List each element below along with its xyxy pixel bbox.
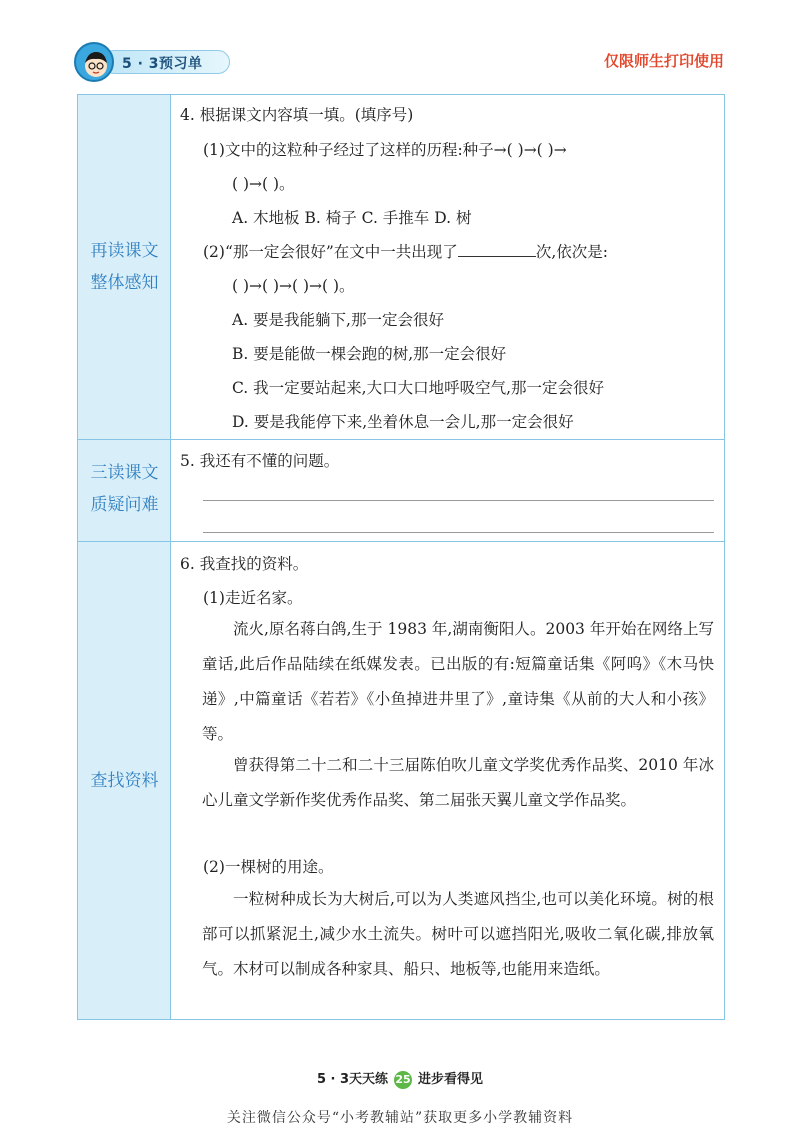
page-number: 25 — [394, 1071, 412, 1089]
q4-option-b: B. 要是能做一棵会跑的树,那一定会很好 — [232, 345, 507, 363]
q6-sub-1: (1)走近名家。 — [203, 589, 303, 607]
q4-option-a: A. 要是我能躺下,那一定会很好 — [232, 311, 444, 329]
footer-left: 5 · 3天天练 — [316, 1072, 389, 1087]
q6-para-author: 流火,原名蒋白鸽,生于 1983 年,湖南衡阳人。2003 年开始在网络上写童话,此后作品陆续在纸媒发表。已出版的有:短篇童话集《阿呜》《木马快递》,中篇童话《若若》《小鱼掉进井里了》,童诗集《从前的大人和小孩》等。 — [202, 620, 714, 743]
question-5-title: 5. 我还有不懂的问题。 — [180, 452, 340, 470]
q4-part2-line2: ( )→( )→( )→( )。 — [232, 277, 355, 295]
q4-option-d: D. 要是我能停下来,坐着休息一会儿,那一定会很好 — [232, 413, 574, 431]
answer-blank[interactable] — [458, 243, 536, 257]
question-4-title: 4. 根据课文内容填一填。(填序号) — [180, 106, 414, 124]
q6-para-tree-uses: 一粒树种成长为大树后,可以为人类遮风挡尘,也可以美化环境。树的根部可以抓紧泥土,减少水土流失。树叶可以遮挡阳光,吸收二氧化碳,排放氧气。木材可以制成各种家具、船只、地板等,也能用来造纸。 — [202, 890, 714, 978]
q4-option-c: C. 我一定要站起来,大口大口地呼吸空气,那一定会很好 — [232, 379, 605, 397]
footer-right: 进步看得见 — [418, 1072, 484, 1087]
q4-part2-line1: (2)“那一定会很好”在文中一共出现了 次,依次是: — [203, 243, 608, 261]
row-divider — [78, 439, 724, 440]
q6-sub-2: (2)一棵树的用途。 — [203, 858, 334, 876]
section-label-questions: 三读课文 质疑问难 — [90, 463, 159, 515]
footer-note: 关注微信公众号“小考教辅站”获取更多小学教辅资料 — [226, 1110, 574, 1126]
q4-part1-line2: ( )→( )。 — [232, 175, 295, 193]
logo-text: 5 · 3预习单 — [122, 56, 203, 72]
print-notice: 仅限师生打印使用 — [603, 52, 724, 70]
answer-line[interactable] — [203, 500, 714, 501]
page-header — [74, 42, 724, 82]
mascot-icon — [74, 42, 114, 82]
q4-part1-line1: (1)文中的这粒种子经过了这样的历程:种子→( )→( )→ — [203, 141, 567, 159]
page-footer — [0, 1068, 800, 1089]
answer-line[interactable] — [203, 532, 714, 533]
question-6-title: 6. 我查找的资料。 — [180, 555, 309, 573]
section-label-reread: 再读课文 整体感知 — [90, 241, 159, 293]
row-divider — [78, 541, 724, 542]
q6-para-awards: 曾获得第二十二和二十三届陈伯吹儿童文学奖优秀作品奖、2010 年冰心儿童文学新作奖优秀作品奖、第二届张天翼儿童文学作品奖。 — [202, 756, 714, 809]
section-label-research: 查找资料 — [90, 771, 159, 791]
section-sidebar — [78, 95, 171, 1019]
q4-part1-options: A. 木地板 B. 椅子 C. 手推车 D. 树 — [232, 209, 472, 227]
